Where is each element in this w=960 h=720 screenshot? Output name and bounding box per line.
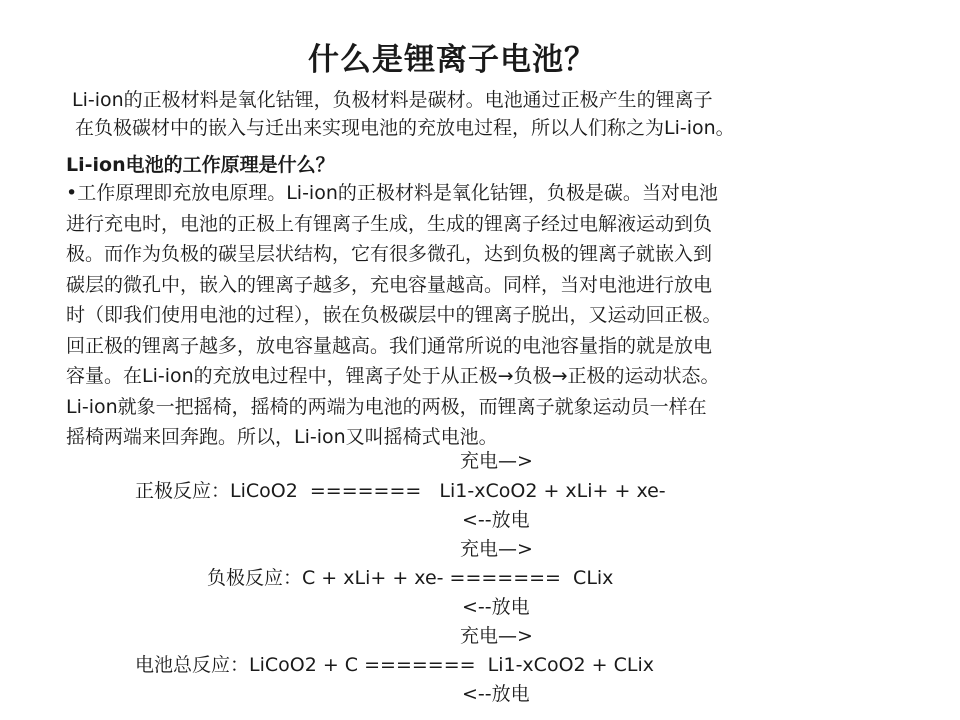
positive-charge-label: 充电—>: [460, 450, 533, 472]
positive-reaction-equation: 正极反应：LiCoO2 ======= Li1-xCoO2 + xLi+ + xe-: [135, 480, 666, 502]
principle-line: •工作原理即充放电原理。Li-ion的正极材料是氧化钴锂，负极是碳。当对电池: [66, 182, 718, 204]
negative-reaction-equation: 负极反应：C + xLi+ + xe- ======= CLix: [207, 567, 614, 589]
total-discharge-label: <--放电: [462, 683, 530, 705]
principle-line: 进行充电时，电池的正极上有锂离子生成，生成的锂离子经过电解液运动到负: [66, 212, 713, 235]
intro-line-2: 在负极碳材中的嵌入与迁出来实现电池的充放电过程，所以人们称之为Li-ion。: [75, 117, 735, 139]
total-charge-label: 充电—>: [460, 625, 533, 647]
intro-paragraph: [72, 86, 912, 142]
principle-paragraph: [66, 178, 906, 453]
negative-discharge-label: <--放电: [462, 596, 530, 618]
principle-heading: Li-ion电池的工作原理是什么？: [66, 154, 335, 176]
total-reaction-equation: 电池总反应：LiCoO2 + C ======= Li1-xCoO2 + CLix: [135, 654, 654, 676]
principle-line: Li-ion就象一把摇椅，摇椅的两端为电池的两极，而锂离子就象运动员一样在: [66, 395, 707, 418]
intro-line-1: Li-ion的正极材料是氧化钴锂，负极材料是碳材。电池通过正极产生的锂离子: [72, 89, 713, 111]
principle-line: 回正极的锂离子越多，放电容量越高。我们通常所说的电池容量指的就是放电: [66, 334, 713, 357]
principle-line: 碳层的微孔中，嵌入的锂离子越多，充电容量越高。同样，当对电池进行放电: [66, 273, 713, 296]
principle-line: 摇椅两端来回奔跑。所以，Li-ion又叫摇椅式电池。: [66, 426, 498, 448]
principle-line: 时（即我们使用电池的过程），嵌在负极碳层中的锂离子脱出，又运动回正极。: [66, 304, 722, 326]
page-title: 什么是锂离子电池？: [308, 42, 596, 78]
principle-line: 容量。在Li-ion的充放电过程中，锂离子处于从正极→负极→正极的运动状态。: [66, 365, 720, 387]
principle-line: 极。而作为负极的碳呈层状结构，它有很多微孔，达到负极的锂离子就嵌入到: [66, 243, 713, 265]
negative-charge-label: 充电—>: [460, 538, 533, 560]
positive-discharge-label: <--放电: [462, 509, 530, 531]
